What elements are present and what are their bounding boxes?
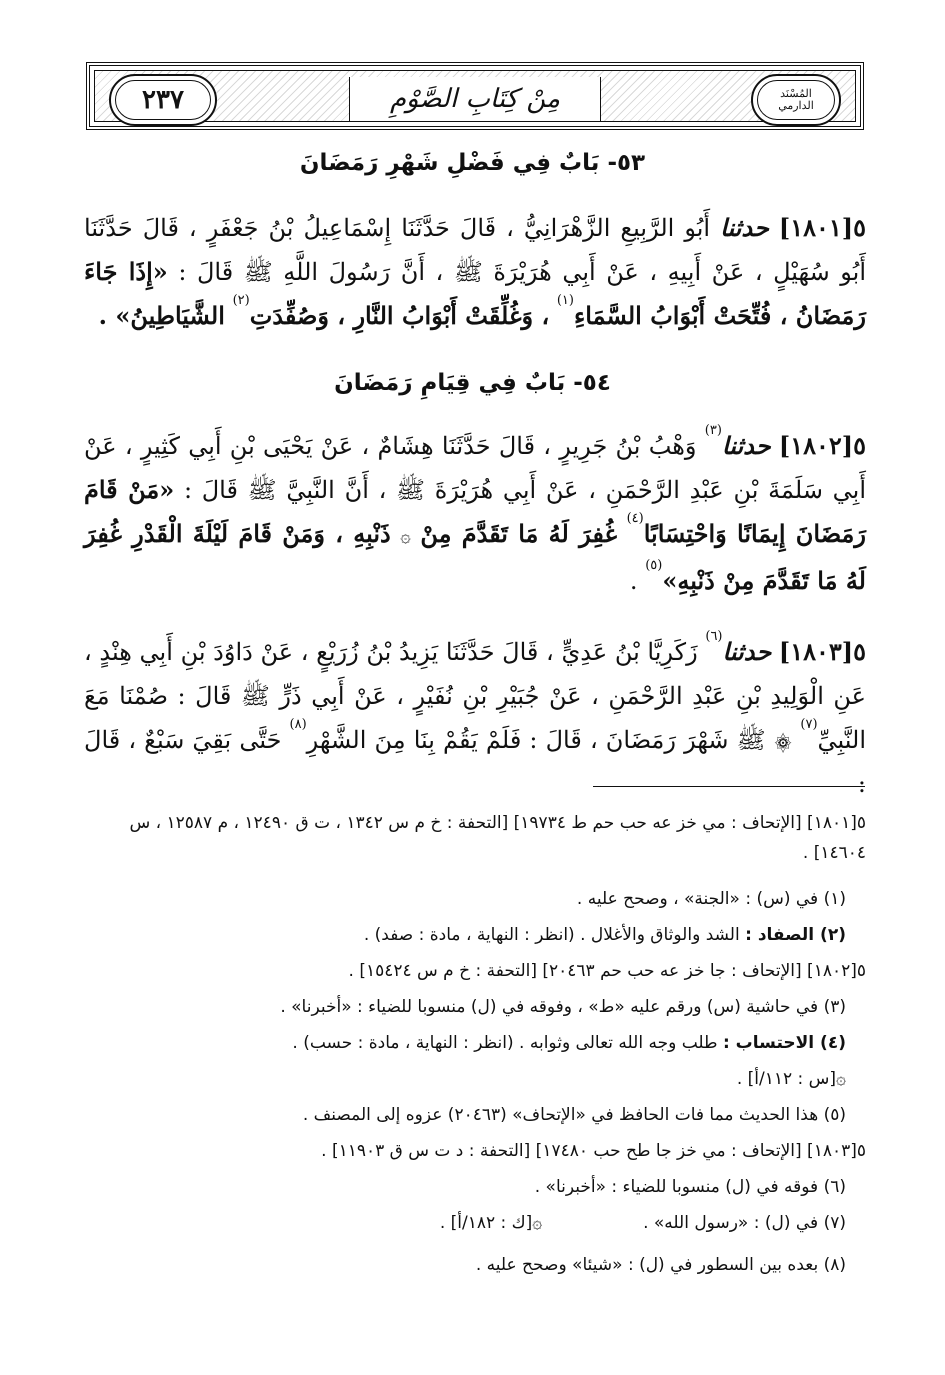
end-mark: . (629, 567, 638, 595)
isnad: ۞ ﷺ شَهْرَ رَمَضَانَ ، قَالَ : فَلَمْ يَقُمْ بِنَا مِنَ الشَّهْرِ (306, 726, 793, 754)
matn: «إِذَا جَاءَ رَمَضَانُ ، فُتِّحَتْ أَبْوَابُ السَّمَاءِ (84, 257, 866, 330)
logo-line-1: المُسْنَد (780, 87, 812, 100)
footnote-ref[interactable]: (٤) (626, 511, 644, 526)
isnad: زَكَرِيَّا بْنُ عَدِيٍّ ، قَالَ حَدَّثَنَا يَزِيدُ بْنُ زُرَيْعٍ ، عَنْ دَاوُدَ بْنِ أَبِي هِنْدٍ ، عَنِ الْوَلِيدِ بْنِ عَبْدِ الرَّحْمَنِ ، عَنْ جُبَيْرِ بْنِ نُفَيْرٍ ، عَنْ أَبِي ذَرٍّ ﷺ قَالَ : صُمْنَا مَعَ النَّبِيِّ (84, 638, 866, 754)
footnote-ref[interactable]: (٦) (705, 629, 723, 644)
running-title: مِنْ كِتَابِ الصَّوْمِ (389, 84, 561, 114)
footnote-ref[interactable]: (٥) (645, 558, 663, 573)
hadith-number: ٥[١٨٠١] (778, 213, 866, 242)
footnote-ref[interactable]: (٨) (289, 717, 307, 732)
running-title-box (349, 77, 601, 121)
hadith-1803 (84, 630, 866, 806)
footnote-3: (٣) في حاشية (س) ورقم عليه «ط» ، وفوقه في (ل) منسوبا للضياء : «أخبرنا» . (280, 997, 846, 1017)
takhrij-1803: ٥[١٨٠٣] [الإتحاف : مي خز جا طح حب ١٧٤٨٠] [التحفة : د ت س ق ١١٩٠٣] . (321, 1141, 866, 1161)
hadith-number: ٥[١٨٠٢] (778, 431, 866, 460)
haddathana: حدثنا (721, 431, 771, 460)
matn: الشَّيَاطِينُ» . (98, 301, 225, 330)
haddathana: حدثنا (720, 213, 769, 242)
footnote-ref[interactable]: (١) (556, 293, 574, 308)
footnote-ref[interactable]: (٣) (704, 423, 722, 438)
takhrij-1801: ٥[١٨٠١] [الإتحاف : مي خز عه حب حم ط ١٩٧٣٤] [التحفة : خ م س ١٣٤٢ ، ت ق ١٢٤٩٠ ، م ١٢٥٨٧ ، س ١٤٦٠٤] . (129, 813, 866, 863)
footnote-term: (٤) الاحتساب : (722, 1033, 846, 1053)
hadith-1802 (84, 424, 866, 603)
footnote-1: (١) في (س) : «الجنة» ، وصحح عليه . (576, 889, 846, 909)
footnote-4 (82, 1028, 866, 1058)
matn: غُفِرَ لَهُ مَا تَقَدَّمَ مِنْ (420, 519, 618, 548)
page-header (86, 62, 864, 130)
isnad: حَتَّى بَقِيَ سَبْعٌ ، قَالَ : (84, 726, 866, 798)
footnote-6: (٦) فوقه في (ل) منسوبا للضياء : «أخبرنا» . (534, 1177, 846, 1197)
footnote-term: (٢) الصفاد : (745, 925, 846, 945)
footnote-text: طلب وجه الله تعالى وثوابه . (انظر : النهاية ، مادة : حسب) . (292, 1033, 718, 1053)
footnote-5: (٥) هذا الحديث مما فات الحافظ في «الإتحاف» (٢٠٤٦٣) عزوه إلى المصنف . (302, 1105, 846, 1125)
isnad: أَبُو الرَّبِيعِ الزَّهْرَانِيُّ ، قَالَ حَدَّثَنَا إِسْمَاعِيلُ بْنُ جَعْفَرٍ ، قَالَ حَدَّثَنَا أَبُو سُهَيْلٍ ، عَنْ أَبِيهِ ، عَنْ أَبِي هُرَيْرَةَ ﷺ ، أَنَّ رَسُولَ اللَّهِ ﷺ قَالَ : (84, 214, 867, 286)
header-ornament (94, 70, 856, 122)
footnote-ref[interactable]: (٢) (232, 293, 250, 308)
hadith-number: ٥[١٨٠٣] (778, 637, 867, 666)
footnote-text: الشد والوثاق والأغلال . (انظر : النهاية ، مادة : صفد) . (363, 925, 740, 945)
manuscript-ref-s: ۞[س : ١١٢/أ] . (736, 1069, 846, 1089)
section-heading-54: ٥٤- بَابٌ فِي قِيَامِ رَمَضَانَ (334, 370, 611, 396)
matn: «مَنْ قَامَ رَمَضَانَ إِيمَانًا وَاحْتِسَابًا (84, 475, 866, 548)
hadith-1801 (84, 206, 866, 338)
page-number: ٢٣٧ (142, 85, 184, 115)
manuscript-marker-icon: ۞ (400, 526, 411, 547)
takhrij-1802: ٥[١٨٠٢] [الإتحاف : جا خز عه حب حم ٢٠٤٦٣] [التحفة : خ م س ١٥٤٢٤] . (348, 961, 866, 981)
matn: ذَنْبِهِ ، وَمَنْ قَامَ لَيْلَةَ الْقَدْرِ غُفِرَ لَهُ مَا تَقَدَّمَ مِنْ ذَنْبِهِ» (84, 519, 866, 595)
footnote-7 (82, 1208, 866, 1238)
footnote-text: (٧) في (ل) : «رسول الله» . (643, 1213, 846, 1233)
logo-line-2: الدارمي (778, 99, 814, 112)
footnote-ref[interactable]: (٧) (800, 717, 818, 732)
section-heading-53: ٥٣- بَابٌ فِي فَضْلِ شَهْرِ رَمَضَانَ (299, 150, 646, 176)
matn: ، وَغُلِّقَتْ أَبْوَابُ النَّارِ ، وَصُفِّدَتِ (249, 301, 550, 330)
footnote-2 (82, 920, 866, 950)
page-number-medallion (109, 74, 217, 126)
haddathana: حدثنا (722, 637, 772, 666)
footnote-divider (593, 786, 865, 787)
isnad: وَهْبُ بْنُ جَرِيرٍ ، قَالَ حَدَّثَنَا هِشَامٌ ، عَنْ يَحْيَى بْنِ أَبِي كَثِيرٍ ، عَنْ أَبِي سَلَمَةَ بْنِ عَبْدِ الرَّحْمَنِ ، عَنْ أَبِي هُرَيْرَةَ ﷺ ، أَنَّ النَّبِيَّ ﷺ قَالَ : (84, 432, 866, 504)
manuscript-ref-k: ۞[ك : ١٨٢/أ] . (439, 1213, 543, 1233)
book-logo (751, 74, 841, 126)
footnote-8: (٨) بعده بين السطور في (ل) : «شيئا» وصحح عليه . (475, 1255, 846, 1275)
